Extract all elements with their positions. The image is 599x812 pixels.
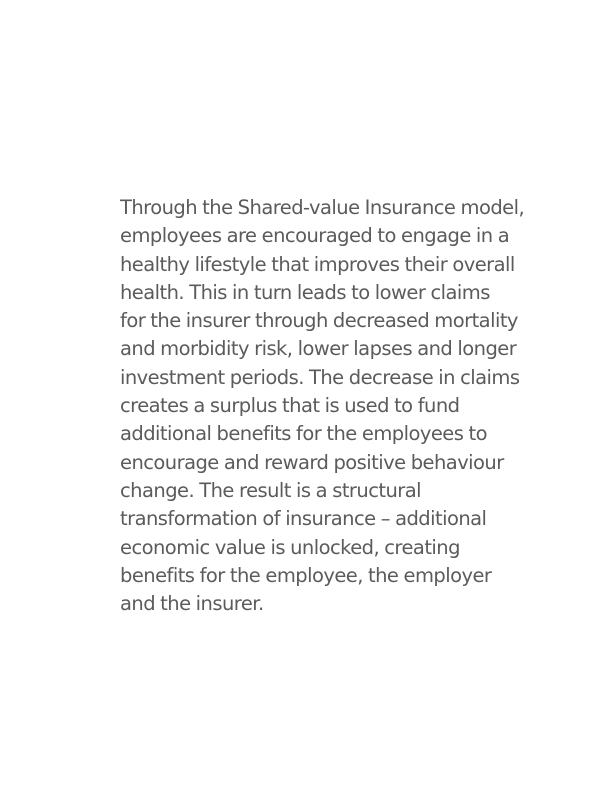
paragraph-line: transformation of insurance – additional [120, 507, 487, 531]
paragraph-line: additional benefits for the employees to [120, 422, 487, 446]
paragraph-line: and morbidity risk, lower lapses and longer [120, 337, 517, 361]
paragraph-line: investment periods. The decrease in claims [120, 365, 520, 389]
paragraph-line: and the insurer. [120, 592, 264, 616]
paragraph-line: benefits for the employee, the employer [120, 563, 492, 587]
paragraph-line: healthy lifestyle that improves their overall [120, 252, 515, 276]
paragraph-line: health. This in turn leads to lower claims [120, 280, 490, 304]
paragraph-line: economic value is unlocked, creating [120, 535, 460, 559]
body-paragraph [120, 194, 540, 618]
paragraph-line: creates a surplus that is used to fund [120, 394, 460, 418]
paragraph-line: for the insurer through decreased mortality [120, 309, 518, 333]
paragraph-line: change. The result is a structural [120, 478, 422, 502]
paragraph-line: employees are encouraged to engage in a [120, 224, 510, 248]
paragraph-line: Through the Shared-value Insurance model, [120, 196, 525, 219]
paragraph-line: encourage and reward positive behaviour [120, 450, 504, 474]
